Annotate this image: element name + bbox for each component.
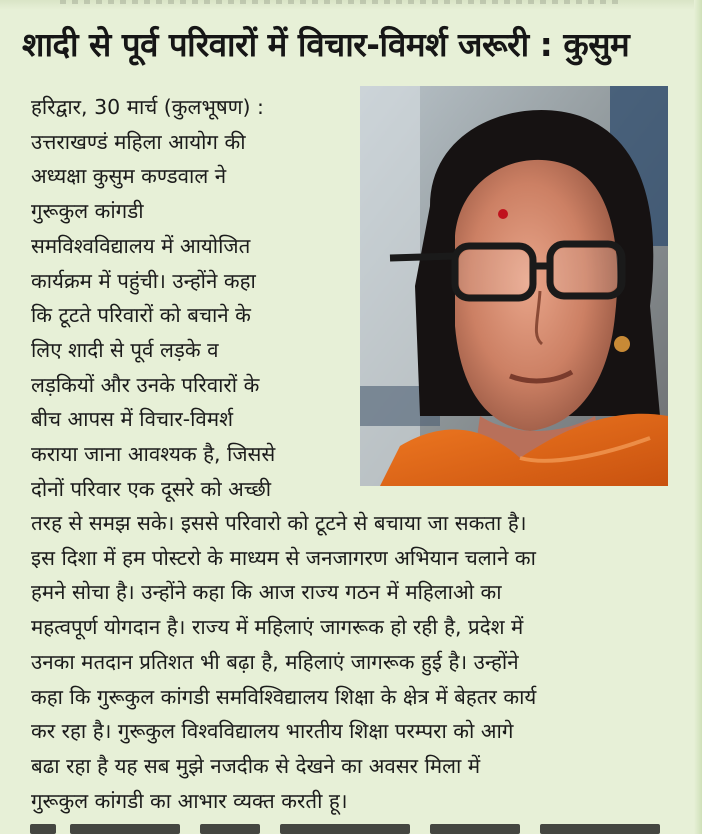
body-line: कराया जाना आवश्यक है, जिससे (31, 442, 276, 467)
body-line: महत्वपूर्ण योगदान है। राज्य में महिलाएं जागरूक हो रही है, प्रदेश में (31, 615, 524, 640)
body-line: कर रहा है। गुरूकुल विश्वविद्यालय भारतीय शिक्षा परम्परा को आगे (31, 719, 514, 744)
body-line: अध्यक्षा कुसुम कण्डवाल ने (31, 164, 227, 189)
body-line: हमने सोचा है। उन्होंने कहा कि आज राज्य गठन में महिलाओ का (31, 580, 502, 605)
body-line: उत्तराखण्डं महिला आयोग की (31, 129, 246, 154)
body-line: गुरूकुल कांगडी का आभार व्यक्त करती हू। (31, 788, 348, 813)
dateline: हरिद्वार, 30 मार्च (कुलभूषण) : (31, 95, 264, 119)
article-headline: शादी से पूर्व परिवारों में विचार-विमर्श जरूरी : कुसुम (22, 25, 630, 64)
article-body-wrapped (31, 90, 351, 506)
next-article-fragment (30, 822, 670, 834)
page-edge (694, 0, 702, 834)
previous-article-text-fragment (60, 0, 620, 4)
body-line: लड़कियों और उनके परिवारों के (31, 372, 260, 397)
portrait-photo (360, 86, 668, 486)
body-line: दोनों परिवार एक दूसरे को अच्छी (31, 476, 272, 501)
body-line: कि टूटते परिवारों को बचाने के (31, 303, 251, 328)
body-line: उनका मतदान प्रतिशत भी बढ़ा है, महिलाएं जागरूक हुई है। उन्होंने (31, 649, 519, 674)
body-line: इस दिशा में हम पोस्टरो के माध्यम से जनजागरण अभियान चलाने का (31, 545, 536, 570)
body-line: समविश्वविद्यालय में आयोजित (31, 233, 251, 258)
body-line: गुरूकुल कांगडी (31, 199, 144, 224)
body-line: कार्यक्रम में पहुंची। उन्होंने कहा (31, 268, 256, 293)
article-body-full-width (31, 506, 691, 818)
body-line: बीच आपस में विचार-विमर्श (31, 407, 234, 432)
body-line: तरह से समझ सके। इससे परिवारो को टूटने से बचाया जा सकता है। (31, 511, 527, 535)
body-line: बढा रहा है यह सब मुझे नजदीक से देखने का अवसर मिला में (31, 753, 481, 778)
portrait-illustration (360, 86, 668, 486)
body-line: कहा कि गुरूकुल कांगडी समविश्विद्यालय शिक्षा के क्षेत्र में बेहतर कार्य (31, 684, 537, 709)
body-line: लिए शादी से पूर्व लड़के व (31, 337, 219, 362)
